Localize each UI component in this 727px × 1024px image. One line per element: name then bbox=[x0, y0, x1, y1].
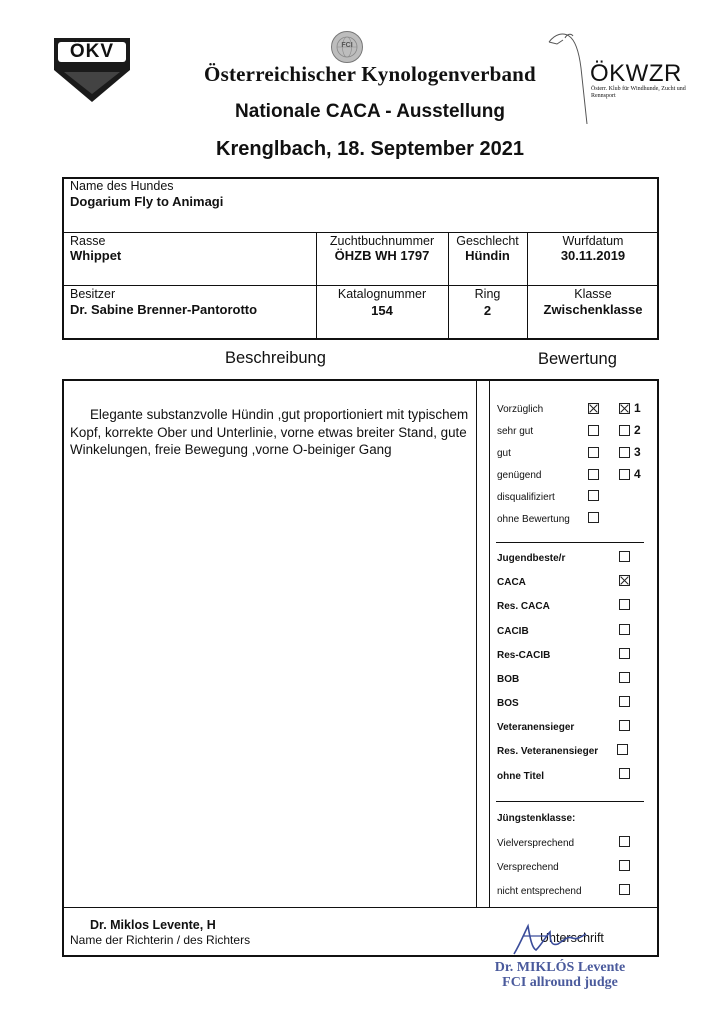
grade-label: disqualifiziert bbox=[497, 492, 555, 503]
dog-name-label: Name des Hundes bbox=[70, 179, 174, 193]
signature-label: Unterschrift bbox=[540, 931, 604, 945]
rating-heading: Bewertung bbox=[538, 350, 617, 368]
rank-checkbox[interactable] bbox=[619, 469, 630, 480]
title-label: BOB bbox=[497, 674, 520, 685]
grade-checkbox[interactable] bbox=[588, 512, 599, 523]
youngest-heading: Jüngstenklasse: bbox=[497, 813, 576, 824]
show-title: Nationale CACA - Ausstellung bbox=[235, 101, 505, 122]
organization-title: Österreichischer Kynologenverband bbox=[204, 62, 536, 86]
youngest-label: nicht entsprechend bbox=[497, 886, 582, 897]
grade-label: gut bbox=[497, 448, 511, 459]
birth-value: 30.11.2019 bbox=[560, 248, 626, 263]
grade-checkbox[interactable] bbox=[588, 469, 599, 480]
rank-label: 2 bbox=[634, 423, 641, 437]
title-label: Res-CACIB bbox=[497, 650, 551, 661]
title-label: Res. Veteranensieger bbox=[497, 746, 599, 757]
youngest-checkbox[interactable] bbox=[619, 836, 630, 847]
rating-separator bbox=[496, 542, 644, 543]
rank-checkbox[interactable] bbox=[619, 403, 630, 414]
class-label: Klasse bbox=[574, 287, 612, 301]
youngest-label: Vielversprechend bbox=[497, 838, 575, 849]
sex-value: Hündin bbox=[465, 248, 510, 263]
rating-separator bbox=[496, 801, 644, 802]
ring-value: 2 bbox=[483, 303, 492, 318]
studbook-label: Zuchtbuchnummer bbox=[329, 234, 435, 248]
grade-label: Vorzüglich bbox=[497, 404, 544, 415]
rank-checkbox[interactable] bbox=[619, 447, 630, 458]
okv-logo bbox=[52, 36, 132, 104]
class-value: Zwischenklasse bbox=[543, 302, 643, 317]
owner-value: Dr. Sabine Brenner-Pantorotto bbox=[70, 302, 258, 317]
rating-inner-divider bbox=[489, 379, 490, 908]
description-text: Elegante substanzvolle Hündin ,gut proportioniert mit typischem Kopf, korrekte Ober und Unterlinie, vorne etwas breiter Stand, gute Winkelungen, freie Bewegung ,vorne O-beiniger Gang bbox=[70, 407, 469, 457]
owner-label: Besitzer bbox=[70, 287, 116, 301]
grade-checkbox[interactable] bbox=[588, 447, 599, 458]
grade-label: ohne Bewertung bbox=[497, 514, 570, 525]
divider bbox=[62, 285, 659, 286]
studbook-value: ÖHZB WH 1797 bbox=[334, 248, 430, 263]
title-checkbox[interactable] bbox=[619, 599, 630, 610]
description-heading: Beschreibung bbox=[225, 349, 326, 367]
rank-checkbox[interactable] bbox=[619, 425, 630, 436]
okv-logo-text: ÖKV bbox=[69, 41, 115, 62]
title-checkbox[interactable] bbox=[619, 720, 630, 731]
grade-label: genügend bbox=[497, 470, 542, 481]
judge-stamp-name: Dr. MIKLÓS Levente bbox=[494, 960, 626, 975]
title-checkbox[interactable] bbox=[619, 696, 630, 707]
title-checkbox[interactable] bbox=[619, 551, 630, 562]
catalog-value: 154 bbox=[371, 303, 393, 318]
breed-label: Rasse bbox=[70, 234, 106, 248]
title-label: CACA bbox=[497, 577, 526, 588]
ring-label: Ring bbox=[474, 287, 501, 301]
title-checkbox[interactable] bbox=[619, 768, 630, 779]
grade-checkbox[interactable] bbox=[588, 490, 599, 501]
dog-name: Dogarium Fly to Animagi bbox=[70, 194, 224, 209]
evaluation-box bbox=[62, 379, 659, 957]
signature-icon bbox=[508, 914, 588, 964]
rank-label: 3 bbox=[634, 445, 641, 459]
title-checkbox[interactable] bbox=[617, 744, 628, 755]
title-label: CACIB bbox=[497, 626, 529, 637]
judge-stamp-title: FCI allround judge bbox=[502, 975, 618, 990]
title-label: BOS bbox=[497, 698, 519, 709]
sex-label: Geschlecht bbox=[456, 234, 519, 248]
rank-label: 1 bbox=[634, 401, 641, 415]
title-label: Res. CACA bbox=[497, 601, 550, 612]
judge-label: Name der Richterin / des Richters bbox=[70, 933, 251, 947]
title-label: Veteranensieger bbox=[497, 722, 575, 733]
title-label: Jugendbeste/r bbox=[497, 553, 566, 564]
birth-label: Wurfdatum bbox=[562, 234, 624, 248]
title-checkbox[interactable] bbox=[619, 575, 630, 586]
youngest-checkbox[interactable] bbox=[619, 860, 630, 871]
fci-seal-text: FCI bbox=[341, 42, 353, 49]
divider bbox=[62, 232, 659, 233]
place-date: Krenglbach, 18. September 2021 bbox=[216, 138, 524, 160]
grade-checkbox[interactable] bbox=[588, 425, 599, 436]
catalog-label: Katalognummer bbox=[337, 287, 427, 301]
title-checkbox[interactable] bbox=[619, 624, 630, 635]
grade-checkbox[interactable] bbox=[588, 403, 599, 414]
title-label: ohne Titel bbox=[497, 771, 545, 782]
judge-name: Dr. Miklos Levente, H bbox=[90, 918, 216, 932]
footer-divider bbox=[62, 907, 659, 908]
title-checkbox[interactable] bbox=[619, 648, 630, 659]
youngest-checkbox[interactable] bbox=[619, 884, 630, 895]
title-checkbox[interactable] bbox=[619, 672, 630, 683]
oekwzr-logo-subtitle: Österr. Klub für Windhunde, Zucht und Rennsport bbox=[591, 86, 686, 99]
fci-seal bbox=[330, 30, 364, 64]
rank-label: 4 bbox=[634, 467, 641, 481]
oekwzr-logo-text: ÖKWZR bbox=[590, 60, 682, 87]
breed-value: Whippet bbox=[70, 248, 122, 263]
grade-label: sehr gut bbox=[497, 426, 534, 437]
youngest-label: Versprechend bbox=[497, 862, 559, 873]
